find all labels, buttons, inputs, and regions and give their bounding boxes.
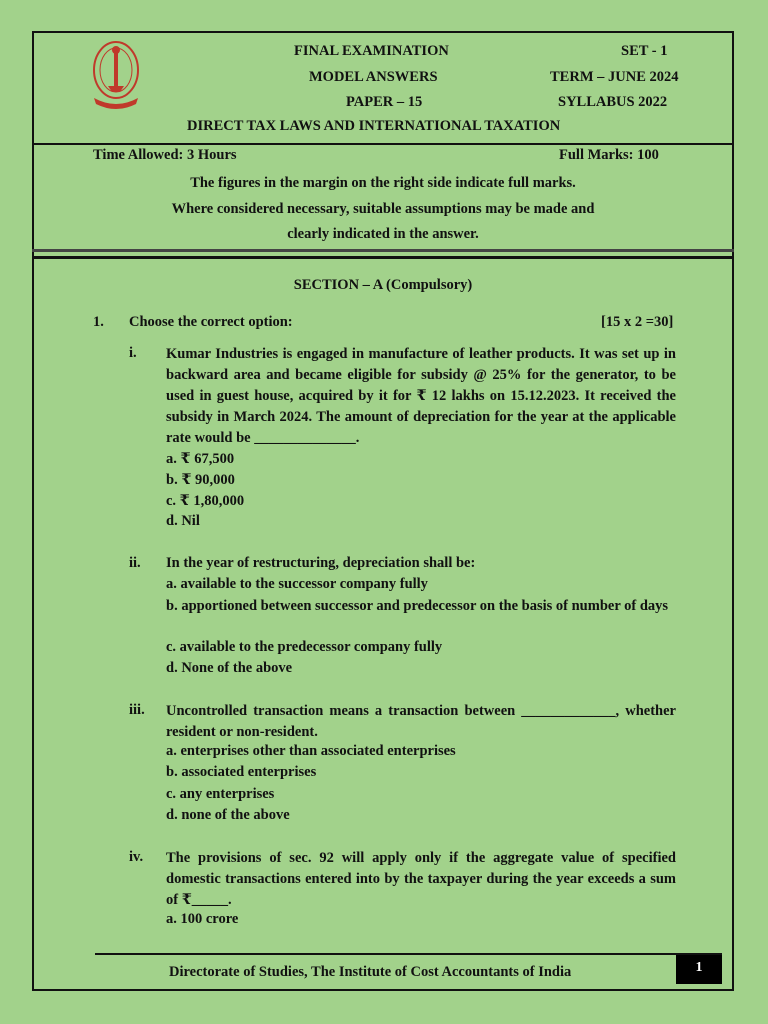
option: b. associated enterprises — [166, 764, 317, 780]
instruction-line-2: Where considered necessary, suitable assumptions may be made and — [171, 201, 595, 217]
option: d. none of the above — [166, 807, 290, 823]
set-number: SET - 1 — [621, 43, 668, 59]
sub-question-number: i. — [129, 345, 137, 361]
model-answers-label: MODEL ANSWERS — [309, 69, 438, 85]
option: a. enterprises other than associated enterprises — [166, 743, 456, 759]
exam-title: FINAL EXAMINATION — [294, 43, 449, 59]
question-number: 1. — [93, 314, 104, 330]
option: a. ₹ 67,500 — [166, 451, 235, 467]
option: b. apportioned between successor and predecessor on the basis of number of days — [166, 598, 669, 614]
instruction-line-1: The figures in the margin on the right side indicate full marks. — [190, 175, 576, 191]
syllabus-label: SYLLABUS 2022 — [558, 94, 668, 110]
question-instruction: Choose the correct option: — [129, 314, 293, 330]
question-marks: [15 x 2 =30] — [601, 314, 674, 330]
option: c. ₹ 1,80,000 — [166, 493, 245, 509]
option: b. ₹ 90,000 — [166, 472, 235, 488]
option: a. 100 crore — [166, 911, 239, 927]
sub-question-number: iv. — [129, 849, 144, 865]
subject-title: DIRECT TAX LAWS AND INTERNATIONAL TAXATION — [187, 118, 561, 134]
instructions-divider-bottom — [32, 256, 734, 259]
sub-question-number: iii. — [129, 702, 145, 718]
sub-question-text: In the year of restructuring, depreciation shall be: — [166, 555, 476, 571]
sub-question-text: Kumar Industries is engaged in manufacture of leather products. It was set up in backward area and became eligible for subsidy @ 25% for the generator, to be used in guest house, acquired by it for ₹ 12 lakhs on 15.12.2023. It received the subsidy in March 2024. The amount of depreciation for the year at the applicable rate would be ______________. — [166, 346, 676, 446]
term-label: TERM – JUNE 2024 — [550, 69, 679, 85]
instructions-divider-top — [32, 249, 734, 252]
instruction-line-3: clearly indicated in the answer. — [287, 226, 479, 242]
option: d. None of the above — [166, 660, 293, 676]
section-title: SECTION – A (Compulsory) — [293, 277, 473, 293]
sub-question-text: The provisions of sec. 92 will apply only if the aggregate value of specified domestic transactions entered into by the taxpayer during the year exceeds a sum of ₹_____. — [166, 850, 676, 908]
option: a. available to the successor company fully — [166, 576, 428, 592]
header-divider — [32, 143, 734, 145]
page-number: 1 — [676, 955, 722, 984]
footer-text: Directorate of Studies, The Institute of Cost Accountants of India — [169, 964, 572, 980]
full-marks: Full Marks: 100 — [559, 147, 659, 163]
option: c. any enterprises — [166, 786, 275, 802]
option: c. available to the predecessor company fully — [166, 639, 443, 655]
footer-divider — [95, 953, 722, 955]
sub-question-number: ii. — [129, 555, 141, 571]
institute-seal-icon — [90, 38, 142, 112]
paper-label: PAPER – 15 — [346, 94, 423, 110]
time-allowed: Time Allowed: 3 Hours — [93, 147, 237, 163]
sub-question-text: Uncontrolled transaction means a transaction between _____________, whether resident or non-resident. — [166, 703, 676, 740]
option: d. Nil — [166, 513, 200, 529]
